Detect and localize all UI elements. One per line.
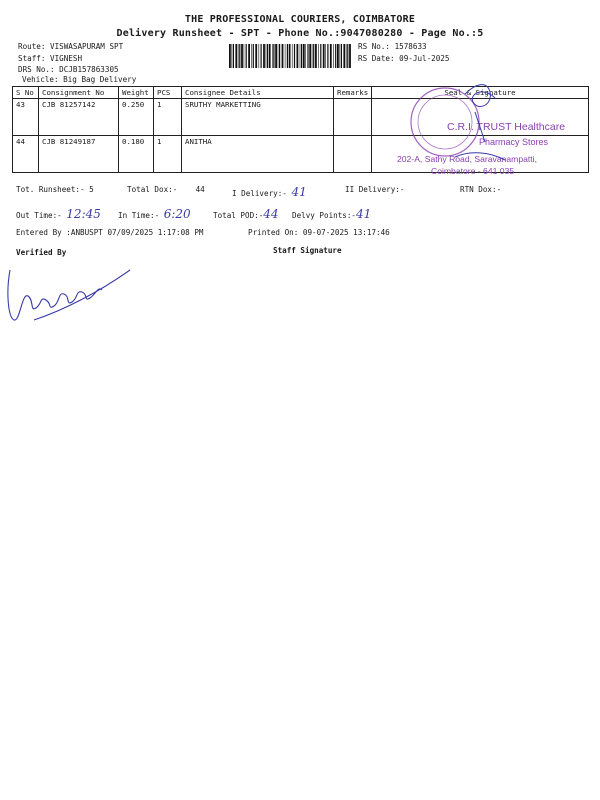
route-label: Route: (18, 42, 46, 51)
barcode-bar (235, 44, 237, 68)
rtn-dox-label: RTN Dox:- (460, 185, 502, 194)
barcode-bar (266, 44, 267, 68)
cell-pcs: 1 (154, 99, 182, 136)
vehicle-value: Big Bag Delivery (63, 75, 137, 84)
tot-runsheet-label: Tot. Runsheet:- (16, 185, 85, 194)
cell-consignment: CJB 81257142 (39, 99, 119, 136)
barcode-bar (337, 44, 339, 68)
route-value: VISWASAPURAM SPT (50, 42, 124, 51)
barcode-bar (346, 44, 347, 68)
stamp-seal (395, 82, 595, 182)
stamp-line3: 202-A, Sathy Road, Saravanampatti, (397, 154, 537, 164)
total-pod-value: 44 (263, 207, 279, 221)
cell-sno: 44 (13, 136, 39, 173)
in-time (118, 207, 191, 221)
in-time-label: In Time:- (118, 211, 160, 220)
barcode-bar (318, 44, 319, 68)
ii-delivery-label: II Delivery:- (345, 185, 405, 194)
barcode-bar (259, 44, 260, 68)
i-delivery (232, 185, 307, 199)
barcode-bar (301, 44, 302, 68)
cell-consignee: ANITHA (182, 136, 334, 173)
barcode-bar (335, 44, 336, 68)
barcode-bar (289, 44, 291, 68)
barcode-bar (325, 44, 326, 68)
runsheet-subtitle: Delivery Runsheet - SPT - Phone No.:9047080280 - Page No.:5 (116, 28, 484, 39)
header-sno: S No (13, 87, 39, 99)
tot-runsheet (16, 185, 94, 194)
staff-label: Staff: (18, 54, 46, 63)
total-dox (127, 185, 205, 194)
entered-by (16, 228, 203, 237)
barcode-bar (340, 44, 341, 68)
drs-value: DCJB157863305 (59, 65, 119, 74)
stamp-line4: Coimbatore - 641 035 (431, 166, 515, 176)
total-dox-value: 44 (195, 185, 205, 194)
barcode-bar (239, 44, 240, 68)
cell-pcs: 1 (154, 136, 182, 173)
delvy-points (292, 207, 371, 221)
company-title: THE PROFESSIONAL COURIERS, COIMBATORE (184, 14, 416, 25)
barcode-bar (333, 44, 334, 68)
printed-on (248, 228, 390, 237)
cell-consignment: CJB 81249187 (39, 136, 119, 173)
out-time-value: 12:45 (66, 207, 101, 221)
verified-by-label: Verified By (16, 248, 67, 257)
barcode-image (228, 44, 352, 68)
barcode-bar (300, 44, 301, 68)
staff-line (18, 54, 82, 63)
barcode-bar (305, 44, 306, 68)
barcode-bar (313, 44, 314, 68)
barcode-bar (246, 44, 247, 68)
drs-label: DRS No.: (18, 65, 55, 74)
barcode-bar (232, 44, 233, 68)
stamp-name: C.R.I. TRUST Healthcare (447, 121, 566, 133)
delvy-points-value: 41 (356, 207, 372, 221)
total-dox-label: Total Dox:- (127, 185, 178, 194)
rs-no-value: 1578633 (394, 42, 427, 51)
barcode-bar (323, 44, 325, 68)
entered-by-value: ANBUSPT 07/09/2025 1:17:08 PM (70, 228, 204, 237)
rs-no-line (358, 42, 427, 51)
barcode-bar (307, 44, 308, 68)
header-weight: Weight (119, 87, 154, 99)
header-pcs: PCS (154, 87, 182, 99)
printed-on-label: Printed On: (248, 228, 299, 237)
barcode-bar (343, 44, 345, 68)
barcode-bar (233, 44, 234, 68)
rs-date-value: 09-Jul-2025 (399, 54, 450, 63)
cell-remarks (334, 136, 372, 173)
barcode-bar (294, 44, 295, 68)
header-remarks: Remarks (334, 87, 372, 99)
barcode-bar (273, 44, 274, 68)
stamp-line2: Pharmacy Stores (479, 137, 549, 147)
route-line (18, 42, 123, 51)
barcode-bar (229, 44, 231, 68)
barcode-bar (341, 44, 342, 68)
cell-weight: 0.250 (119, 99, 154, 136)
drs-line (18, 65, 119, 74)
printed-on-value: 09-07-2025 13:17:46 (302, 228, 390, 237)
tot-runsheet-value: 5 (89, 185, 94, 194)
barcode-bar (241, 44, 243, 68)
cell-consignee: SRUTHY MARKETTING (182, 99, 334, 136)
barcode-bar (255, 44, 257, 68)
rtn-dox (460, 185, 501, 194)
delvy-points-label: Delvy Points:- (292, 211, 357, 220)
header-consignee: Consignee Details (182, 87, 334, 99)
barcode-bar (347, 44, 348, 68)
barcode-bar (253, 44, 254, 68)
rs-date-line (358, 54, 449, 63)
barcode-bar (251, 44, 252, 68)
barcode-bar (275, 44, 277, 68)
i-delivery-label: I Delivery:- (232, 189, 287, 198)
staff-value: VIGNESH (50, 54, 83, 63)
barcode-bar (267, 44, 268, 68)
rs-no-label: RS No.: (358, 42, 391, 51)
cell-weight: 0.180 (119, 136, 154, 173)
barcode-bar (238, 44, 239, 68)
barcode-bar (297, 44, 299, 68)
out-time-label: Out Time:- (16, 211, 62, 220)
barcode-bar (278, 44, 279, 68)
barcode-bar (261, 44, 262, 68)
barcode-bar (269, 44, 271, 68)
entered-by-label: Entered By : (16, 228, 71, 237)
barcode-bar (320, 44, 321, 68)
barcode-bar (285, 44, 286, 68)
rs-date-label: RS Date: (358, 54, 395, 63)
out-time (16, 207, 101, 221)
barcode-bar (303, 44, 305, 68)
total-pod (213, 207, 279, 221)
header-consignment: Consignment No (39, 87, 119, 99)
ii-delivery (345, 185, 404, 194)
barcode-bar (312, 44, 313, 68)
barcode-bar (272, 44, 273, 68)
vehicle-label: Vehicle: (22, 75, 59, 84)
header-seal: Seal & Signature (372, 87, 589, 99)
total-pod-label: Total POD:- (213, 211, 264, 220)
staff-signature-label: Staff Signature (273, 246, 342, 255)
barcode-bar (349, 44, 351, 68)
barcode-bar (287, 44, 288, 68)
barcode-bar (292, 44, 293, 68)
barcode-bar (248, 44, 250, 68)
barcode-bar (263, 44, 265, 68)
verifier-signature (4, 262, 134, 326)
cell-remarks (334, 99, 372, 136)
barcode-bar (244, 44, 245, 68)
barcode-bar (327, 44, 328, 68)
barcode-bar (330, 44, 332, 68)
barcode-bar (315, 44, 317, 68)
barcode-bar (279, 44, 280, 68)
barcode-bar (282, 44, 284, 68)
i-delivery-value: 41 (291, 185, 307, 199)
cell-sno: 43 (13, 99, 39, 136)
barcode-bar (309, 44, 311, 68)
in-time-value: 6:20 (163, 207, 191, 221)
vehicle-line (22, 75, 136, 84)
